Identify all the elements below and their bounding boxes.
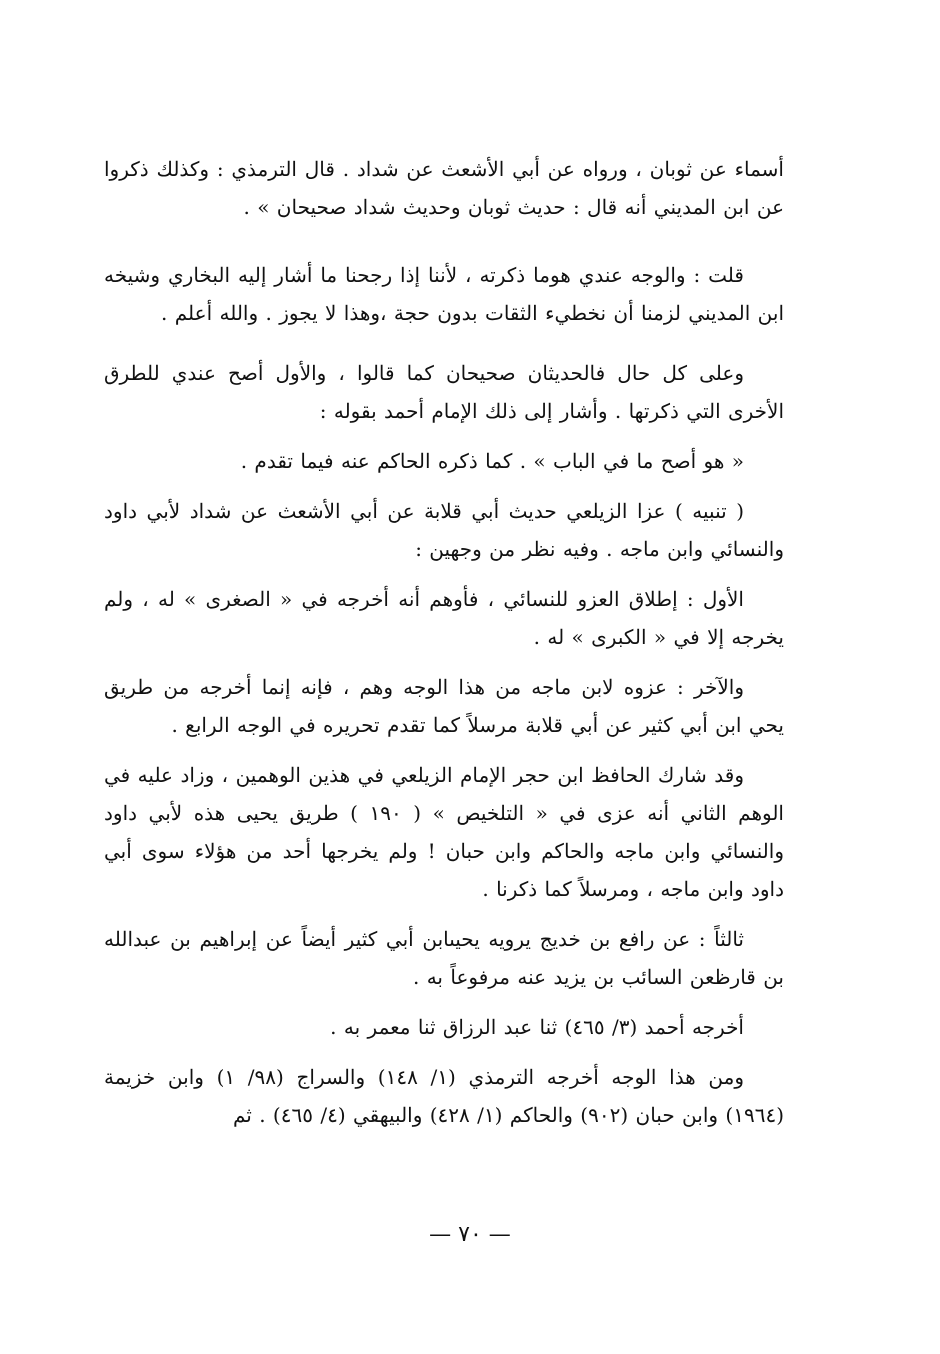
paragraph-2: قلت : والوجه عندي هوما ذكرته ، لأننا إذا رجحنا ما أشار إليه البخاري وشيخه ابن المديني لزمنا أن نخطيء الثقات بدون حجة ،وهذا لا يجوز . والله أعلم .	[104, 263, 784, 325]
paragraph-11: ومن هذا الوجه أخرجه الترمذي (١/ ١٤٨) والسراج (٩٨/ ١) وابن خزيمة (١٩٦٤) وابن حبان (٩٠٢) والحاكم (١/ ٤٢٨) والبيهقي (٤/ ٤٦٥) . ثم	[104, 1065, 784, 1127]
paragraph-3: وعلى كل حال فالحديثان صحيحان كما قالوا ، والأول أصح عندي للطرق الأخرى التي ذكرتها . وأشار إلى ذلك الإمام أحمد بقوله :	[104, 361, 784, 423]
paragraph-6-first-point: الأول : إطلاق العزو للنسائي ، فأوهم أنه أخرجه في « الصغرى » له ، ولم يخرجه إلا في « الكبرى » له .	[104, 587, 784, 649]
paragraph-5-note: ( تنبيه ) عزا الزيلعي حديث أبي قلابة عن أبي الأشعث عن شداد لأبي داود والنسائي وابن ماجه . وفيه نظر من وجهين :	[104, 499, 784, 561]
paragraph-10: أخرجه أحمد (٣/ ٤٦٥) ثنا عبد الرزاق ثنا معمر به .	[330, 1015, 744, 1039]
paragraph-7-second-point: والآخر : عزوه لابن ماجه من هذا الوجه وهم ، فإنه إنما أخرجه من طريق يحي ابن أبي كثير عن أبي قلابة مرسلاً كما تقدم تحريره في الوجه الرابع .	[104, 675, 784, 737]
body-text	[104, 150, 784, 1134]
paragraph-9-third: ثالثاً : عن رافع بن خديج يرويه يحيىابن أبي كثير أيضاً عن إبراهيم بن عبدالله بن قارظعن السائب بن يزيد عنه مرفوعاً به .	[104, 927, 784, 989]
paragraph-4-quote: « هو أصح ما في الباب » . كما ذكره الحاكم عنه فيما تقدم .	[240, 449, 744, 473]
page-number: — ٧٠ —	[429, 1222, 511, 1247]
paragraph-1: أسماء عن ثوبان ، ورواه عن أبي الأشعث عن شداد . قال الترمذي : وكذلك ذكروا عن ابن المديني أنه قال : حديث ثوبان وحديث شداد صحيحان » .	[104, 157, 784, 219]
paragraph-8: وقد شارك الحافظ ابن حجر الإمام الزيلعي في هذين الوهمين ، وزاد عليه في الوهم الثاني أنه عزى في « التلخيص » ( ١٩٠ ) طريق يحيى هذه لأبي داود والنسائي وابن ماجه والحاكم وابن حبان ! ولم يخرجها أحد من هؤلاء سوى أبي داود وابن ماجه ، ومرسلاً كما ذكرنا .	[104, 763, 784, 901]
